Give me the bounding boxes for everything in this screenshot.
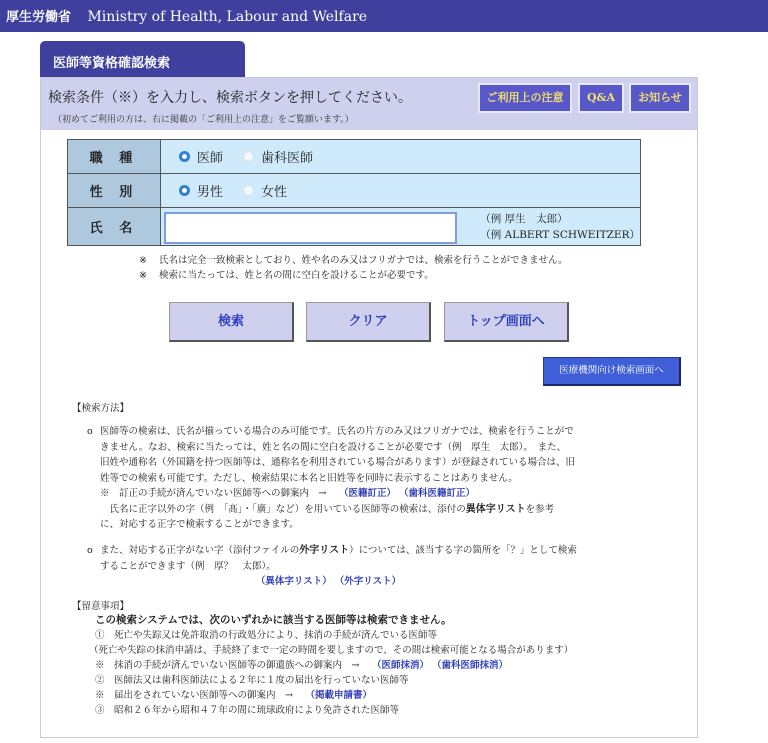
radio-selected-icon[interactable]	[179, 151, 190, 162]
bullet-icon: o	[87, 426, 93, 437]
search-panel	[40, 77, 698, 738]
occupation-row	[68, 140, 641, 174]
bullet-icon: o	[87, 545, 93, 556]
radio-selected-icon[interactable]	[179, 185, 190, 196]
occupation-radio-doctor[interactable]: 医師	[179, 147, 223, 166]
name-label: 氏 名	[68, 208, 161, 246]
radio-unselected-icon[interactable]	[243, 185, 254, 196]
external-character-list-link[interactable]: （外字リスト）	[334, 576, 402, 587]
listing-application-link[interactable]: （掲載申請書）	[305, 690, 373, 701]
ministry-title[interactable]	[6, 6, 367, 25]
gender-radio-male[interactable]: 男性	[179, 181, 223, 200]
ministry-name-jp: 厚生労働省	[6, 10, 72, 25]
name-example-en: （例 ALBERT SCHWEITZER）	[480, 228, 640, 241]
occupation-label: 職 種	[68, 140, 161, 174]
search-form	[67, 139, 641, 246]
search-button[interactable]: 検索	[169, 302, 294, 342]
clear-button[interactable]: クリア	[306, 302, 431, 342]
ministry-name-en: Ministry of Health, Labour and Welfare	[87, 9, 368, 25]
instruction-sub: （初めてご利用の方は、右に掲載の「ご利用上の注意」をご覧願います。）	[53, 115, 354, 125]
dental-registry-correction-link[interactable]: （歯科医籍訂正）	[399, 488, 476, 499]
medical-institution-search-button[interactable]: 医療機関向け検索画面へ	[543, 357, 681, 386]
radio-unselected-icon[interactable]	[243, 151, 254, 162]
name-input[interactable]	[164, 212, 457, 244]
caution-heading: 【留意事項】	[72, 601, 130, 612]
medical-registry-correction-link[interactable]: （医籍訂正）	[339, 488, 397, 499]
search-method-bullet-2: o また、対応する正字がない字（添付ファイルの外字リスト）については、該当する字の箇所を「？」として検索 することができます（例 厚？ 太郎）。 （異体字リスト） （外字リスト）	[87, 545, 577, 587]
name-row	[68, 208, 641, 246]
top-page-button[interactable]: トップ画面へ	[444, 302, 569, 342]
search-method-heading: 【検索方法】	[72, 403, 130, 414]
gender-radio-female[interactable]: 女性	[243, 181, 287, 200]
doctor-deregistration-link[interactable]: （医師抹消）	[372, 660, 430, 671]
instruction-main: 検索条件（※）を入力し、検索ボタンを押してください。	[48, 90, 412, 106]
instruction-bar	[41, 78, 697, 130]
gender-row	[68, 174, 641, 208]
caution-list: この検索システムでは、次のいずれかに該当する医師等は検索できません。 ① 死亡や失踪又は免許取消の行政処分により、抹消の手続が済んでいる医師等 （死亡や失踪の抹消申請は、手続終了まで一定の時間を要しますので、その間は検索可能となる場合があります） ※ 抹消の手続が済んでいない医師等の御遺族への御案内 → （医師抹消） （歯科医師抹消） ② 医師法又は歯科医師法による２年に１度の届出を行っていない医師等 ※ 届出をされていない医師等への御案内 → （掲載申請書） ③ 昭和２６年から昭和４７年の間に琉球政府により免許された医師等	[89, 614, 574, 716]
dentist-deregistration-link[interactable]: （歯科医師抹消）	[432, 660, 509, 671]
gender-label: 性 別	[68, 174, 161, 208]
search-method-bullet-1: o 医師等の検索は、氏名が揃っている場合のみ可能です。氏名の片方のみ又はフリガナでは、検索を行うことがで きません。なお、検索に当たっては、姓と名の間に空白を設けることが必要です（例 厚生 太郎）。 また、 旧姓や通称名（外国籍を持つ医師等は、通称名を利用されている場合があります）が登録されている場合は、旧 姓等での検索も可能です。ただし、検索結果に本名と旧姓等を同時に表示することはありません。 ※ 訂正の手続が済んでいない医師等への御案内 → （医籍訂正） （歯科医籍訂正） 氏名に正字以外の字（例 「髙」・「廣」など）を用いている医師等の検索は、添付の異体字リストを参考 に、対応する正字で検索することができます。	[87, 426, 576, 530]
note-item: ※ 氏名は完全一致検索としており、姓や名のみ又はフリガナでは、検索を行うことができません。	[139, 255, 568, 266]
name-notes	[139, 253, 580, 283]
page-tab: 医師等資格確認検索	[40, 41, 245, 77]
news-button[interactable]: お知らせ	[629, 83, 691, 113]
note-item: ※ 検索に当たっては、姓と名の間に空白を設けることが必要です。	[139, 270, 434, 281]
variant-character-list-link[interactable]: （異体字リスト）	[255, 576, 332, 587]
usage-notes-button[interactable]: ご利用上の注意	[478, 83, 572, 113]
occupation-radio-dentist[interactable]: 歯科医師	[243, 147, 313, 166]
name-example-jp: （例 厚生 太郎）	[480, 212, 568, 225]
caution-intro: この検索システムでは、次のいずれかに該当する医師等は検索できません。	[95, 614, 452, 626]
qa-button[interactable]: Q&A	[578, 83, 624, 113]
site-header	[0, 0, 768, 32]
